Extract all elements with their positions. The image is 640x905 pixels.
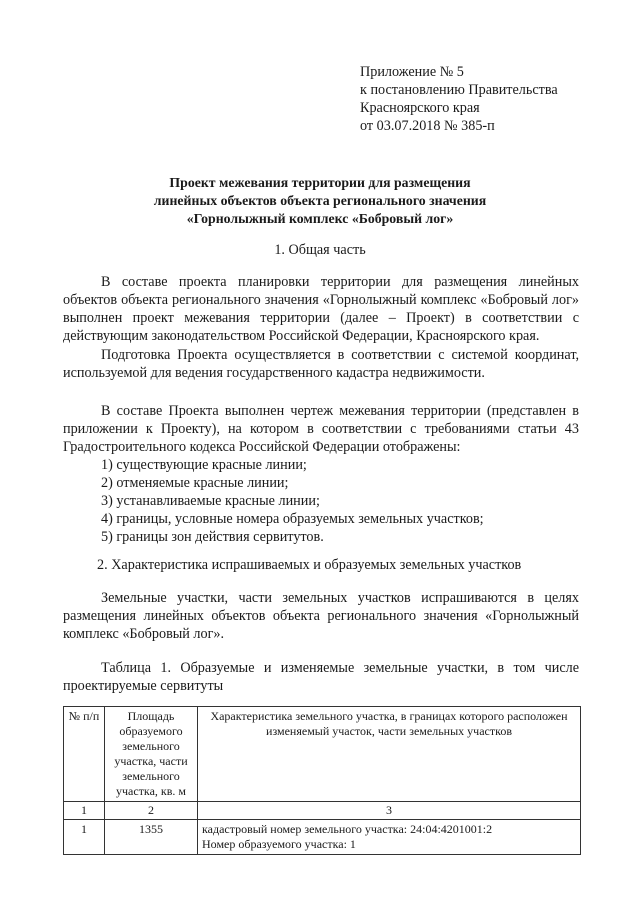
list-item: 2) отменяемые красные линии; [101,475,289,491]
document-title [60,174,580,228]
plot-number-text: Номер образуемого участка: 1 [202,837,356,851]
list-item: 3) устанавливаемые красные линии; [101,493,320,509]
appendix-line-1: Приложение № 5 [360,64,464,80]
table-caption: Таблица 1. Образуемые и изменяемые земельные участки, в том числе проектируемые сервитуты [63,660,579,694]
column-number-1: 1 [64,802,105,820]
list-item: 4) границы, условные номера образуемых земельных участков; [101,511,484,527]
title-line-1: Проект межевания территории для размещения [169,175,471,190]
section-2-heading: 2. Характеристика испрашиваемых и образуемых земельных участков [97,557,522,573]
section-2-paragraph-1: Земельные участки, части земельных участков испрашиваются в целях размещения линейных объектов объекта регионального значения «Горнолыжный комплекс «Бобровый лог». [63,590,579,642]
list-item: 1) существующие красные линии; [101,457,307,473]
section-1-list [101,456,484,546]
header-number: № п/п [64,707,105,802]
row-number: 1 [64,820,105,855]
table-row [64,820,581,855]
title-line-3: «Горнолыжный комплекс «Бобровый лог» [186,211,454,226]
list-item: 5) границы зон действия сервитутов. [101,529,324,545]
land-plots-table [63,706,581,855]
appendix-line-2: к постановлению Правительства [360,82,558,98]
section-1-paragraph-2: Подготовка Проекта осуществляется в соответствии с системой координат, используемой для ведения государственного кадастра недвижимости. [63,347,579,381]
section-1-paragraph-3: В составе Проекта выполнен чертеж межевания территории (представлен в приложении к Проекту), на котором в соответствии с требованиями статьи 43 Градостроительного кодекса Российской Федерации отображены: [63,403,579,455]
appendix-line-3: Красноярского края [360,100,480,116]
section-1-paragraph-1: В составе проекта планировки территории для размещения линейных объектов объекта регионального значения «Горнолыжный комплекс «Бобровый лог» выполнен проект межевания территории (далее – Проект) в соответствии с действующим законодательством Российской Федерации, Красноярского края. [63,274,579,344]
row-area: 1355 [105,820,198,855]
row-characteristic [198,820,581,855]
appendix-line-4: от 03.07.2018 № 385-п [360,118,495,134]
header-area: Площадь образуемого земельного участка, части земельного участка, кв. м [105,707,198,802]
table-header-row [64,707,581,802]
title-line-2: линейных объектов объекта регионального значения [153,193,487,208]
header-characteristic: Характеристика земельного участка, в границах которого расположен изменяемый участок, части земельных участков [198,707,581,802]
appendix-header [360,63,558,135]
column-number-3: 3 [198,802,581,820]
column-number-2: 2 [105,802,198,820]
section-1-heading: 1. Общая часть [274,242,366,258]
cadastral-number-text: кадастровый номер земельного участка: 24:04:4201001:2 [202,822,493,836]
table-number-row [64,802,581,820]
